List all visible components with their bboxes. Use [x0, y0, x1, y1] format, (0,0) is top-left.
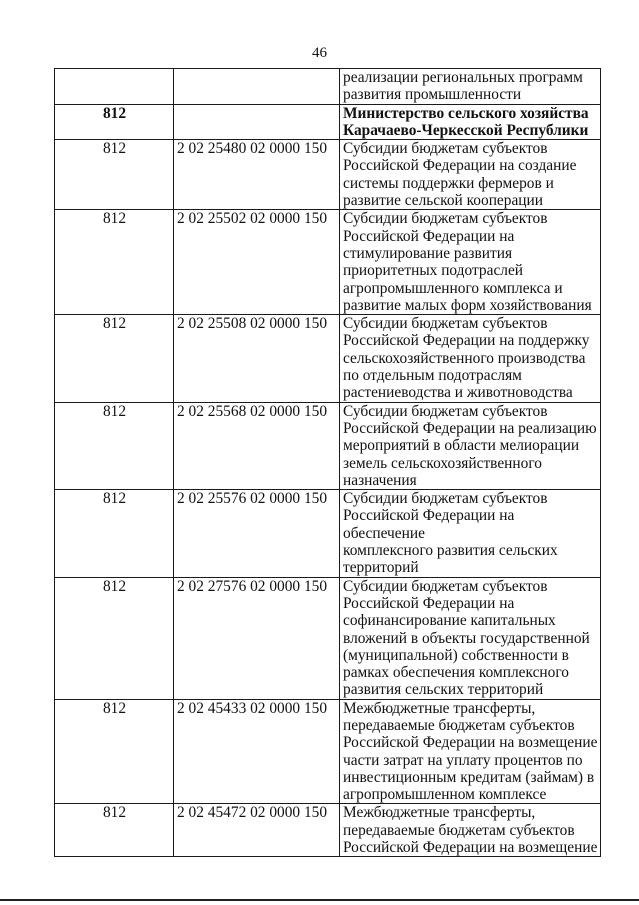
revenue-name-cell [340, 490, 601, 577]
revenue-name-line: развития промышленности [343, 86, 522, 104]
table-row [55, 69, 601, 105]
admin-code-cell: 812 [55, 402, 174, 489]
table-row [55, 210, 601, 315]
revenue-name-line: стимулирование развития [343, 244, 513, 262]
revenue-name-line: по отдельным подотраслям [343, 367, 522, 385]
table-body [55, 69, 601, 857]
revenue-name-line: агропромышленного комплекса и [343, 279, 563, 297]
revenue-name-line: развития сельских территорий [343, 681, 544, 699]
budget-classification-code-cell: 2 02 25480 02 0000 150 [174, 140, 340, 210]
revenue-name-line: агропромышленном комплексе [343, 786, 547, 804]
revenue-name-line: сельскохозяйственного производства [343, 349, 586, 367]
budget-classification-code-cell [174, 69, 340, 105]
revenue-name-line: растениеводства и животноводства [343, 384, 573, 402]
budget-classification-code-cell: 2 02 25568 02 0000 150 [174, 402, 340, 489]
revenue-name-line: передаваемые бюджетам субъектов [343, 821, 575, 839]
admin-code-cell: 812 [55, 104, 174, 140]
page-number: 46 [312, 45, 327, 61]
revenue-name-line: территорий [343, 559, 419, 577]
revenue-name-line: Межбюджетные трансферты, [343, 699, 536, 717]
budget-classification-code-cell: 2 02 27576 02 0000 150 [174, 577, 340, 699]
budget-codes-table [54, 68, 601, 857]
revenue-name-cell [340, 210, 601, 315]
table-row [55, 490, 601, 577]
table-row [55, 402, 601, 489]
table-row [55, 140, 601, 210]
revenue-name-line: Российской Федерации на возмещение [343, 734, 598, 752]
revenue-name-cell [340, 315, 601, 402]
admin-code-cell: 812 [55, 804, 174, 857]
admin-code-cell: 812 [55, 315, 174, 402]
admin-code-cell: 812 [55, 577, 174, 699]
revenue-name-line: Субсидии бюджетам субъектов [343, 577, 548, 595]
admin-code-cell: 812 [55, 140, 174, 210]
budget-classification-code-cell: 2 02 25508 02 0000 150 [174, 315, 340, 402]
revenue-name-line: комплексного развития сельских [343, 542, 558, 560]
revenue-name-line: Министерство сельского хозяйства [343, 104, 589, 122]
admin-code-cell: 812 [55, 490, 174, 577]
admin-code-cell [55, 69, 174, 105]
admin-code-cell: 812 [55, 210, 174, 315]
revenue-name-line: Субсидии бюджетам субъектов [343, 490, 548, 508]
revenue-name-line: Субсидии бюджетам субъектов [343, 210, 548, 228]
budget-classification-code-cell: 2 02 45472 02 0000 150 [174, 804, 340, 857]
revenue-name-line: Российской Федерации на возмещение [343, 839, 598, 857]
revenue-name-line: передаваемые бюджетам субъектов [343, 716, 575, 734]
revenue-name-line: назначения [343, 471, 417, 489]
revenue-name-line: Субсидии бюджетам субъектов [343, 315, 548, 333]
budget-classification-code-cell: 2 02 25576 02 0000 150 [174, 490, 340, 577]
revenue-name-line: земель сельскохозяйственного [343, 454, 542, 472]
revenue-name-line: Российской Федерации на [343, 594, 515, 612]
revenue-name-cell [340, 577, 601, 699]
revenue-name-line: Российской Федерации на [343, 227, 515, 245]
revenue-name-line: Российской Федерации на обеспечение [343, 507, 515, 542]
revenue-name-line: системы поддержки фермеров и [343, 174, 554, 192]
revenue-name-line: Российской Федерации на создание [343, 157, 577, 175]
budget-classification-code-cell: 2 02 25502 02 0000 150 [174, 210, 340, 315]
revenue-name-line: развитие сельской кооперации [343, 192, 543, 210]
revenue-name-line: инвестиционным кредитам (займам) в [343, 768, 595, 786]
revenue-name-line: Субсидии бюджетам субъектов [343, 140, 548, 158]
revenue-name-cell [340, 140, 601, 210]
table-row [55, 315, 601, 402]
revenue-name-line: рамках обеспечения комплексного [343, 664, 569, 682]
revenue-name-line: Карачаево-Черкесской Республики [343, 121, 589, 139]
revenue-name-cell [340, 699, 601, 804]
revenue-name-line: (муниципальной) собственности в [343, 646, 569, 664]
revenue-name-line: Российской Федерации на поддержку [343, 332, 590, 350]
revenue-name-line: вложений в объекты государственной [343, 629, 590, 647]
revenue-name-cell [340, 402, 601, 489]
revenue-name-line: реализации региональных программ [343, 69, 583, 86]
revenue-name-line: приоритетных подотраслей [343, 262, 524, 280]
revenue-name-cell [340, 69, 601, 105]
budget-classification-code-cell: 2 02 45433 02 0000 150 [174, 699, 340, 804]
revenue-name-line: Субсидии бюджетам субъектов [343, 402, 548, 420]
revenue-name-line: мероприятий в области мелиорации [343, 437, 580, 455]
ministry-header-row [55, 104, 601, 140]
table-row [55, 699, 601, 804]
revenue-name-line: Российской Федерации на реализацию [343, 419, 597, 437]
revenue-name-cell [340, 804, 601, 857]
admin-code-cell: 812 [55, 699, 174, 804]
revenue-name-line: Межбюджетные трансферты, [343, 804, 536, 822]
table-row [55, 804, 601, 857]
revenue-name-line: части затрат на уплату процентов по [343, 751, 583, 769]
budget-classification-code-cell [174, 104, 340, 140]
revenue-name-line: софинансирование капитальных [343, 612, 556, 630]
scan-bottom-edge [0, 899, 639, 901]
revenue-name-line: развитие малых форм хозяйствования [343, 296, 592, 314]
revenue-name-cell [340, 104, 601, 140]
table-row [55, 577, 601, 699]
